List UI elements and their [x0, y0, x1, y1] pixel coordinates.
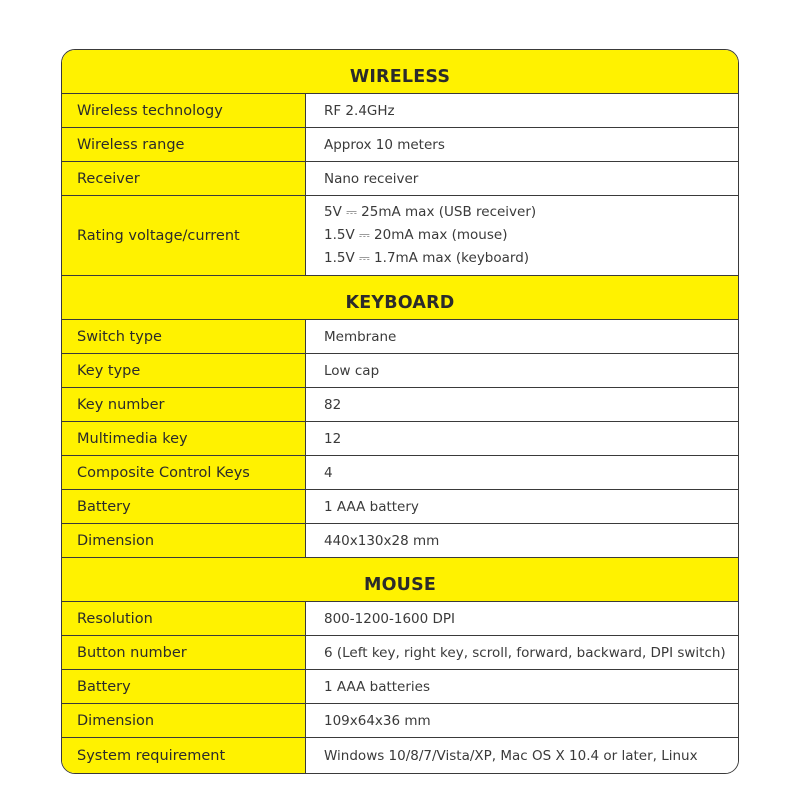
row-value-text: 440x130x28 mm	[324, 532, 440, 549]
rating-usb-receiver: 5V ⎓ 25mA max (USB receiver)	[324, 204, 537, 220]
row-value-text: Windows 10/8/7/Vista/XP, Mac OS X 10.4 or later, Linux	[324, 747, 698, 764]
row-value	[306, 524, 738, 557]
row-label: System requirement	[62, 738, 306, 773]
row-label: Key number	[62, 388, 306, 421]
row-value	[306, 422, 738, 455]
table-row	[62, 524, 738, 558]
row-label: Multimedia key	[62, 422, 306, 455]
row-value	[306, 670, 738, 703]
row-value	[306, 602, 738, 635]
row-value-text: 800-1200-1600 DPI	[324, 610, 456, 627]
row-value	[306, 704, 738, 737]
section-header-keyboard	[62, 276, 738, 320]
row-value-text: 12	[324, 430, 342, 447]
row-value	[306, 456, 738, 489]
row-value-text: Nano receiver	[324, 170, 419, 187]
row-value-text: 82	[324, 396, 342, 413]
row-label: Battery	[62, 670, 306, 703]
section-header-wireless	[62, 50, 738, 94]
rating-keyboard: 1.5V ⎓ 1.7mA max (keyboard)	[324, 250, 530, 266]
rating-mouse: 1.5V ⎓ 20mA max (mouse)	[324, 227, 508, 243]
row-label: Receiver	[62, 162, 306, 195]
row-label: Resolution	[62, 602, 306, 635]
table-row	[62, 94, 738, 128]
section-header-mouse	[62, 558, 738, 602]
table-row	[62, 162, 738, 196]
section-title-keyboard: KEYBOARD	[345, 293, 455, 313]
row-label: Composite Control Keys	[62, 456, 306, 489]
row-value	[306, 354, 738, 387]
table-row	[62, 196, 738, 276]
row-value	[306, 388, 738, 421]
table-row	[62, 320, 738, 354]
section-title-wireless: WIRELESS	[349, 67, 451, 87]
table-row	[62, 354, 738, 388]
row-value-text: Membrane	[324, 328, 397, 345]
row-value-text: Low cap	[324, 362, 380, 379]
row-value-text: 4	[324, 464, 333, 481]
table-row	[62, 704, 738, 738]
table-row	[62, 602, 738, 636]
spec-table	[61, 49, 739, 774]
row-value	[306, 128, 738, 161]
row-value-text: 1 AAA battery	[324, 498, 419, 515]
row-label: Dimension	[62, 524, 306, 557]
row-value-text: 109x64x36 mm	[324, 712, 431, 729]
row-label: Button number	[62, 636, 306, 669]
row-label: Wireless range	[62, 128, 306, 161]
row-label: Switch type	[62, 320, 306, 353]
row-value-text: 6 (Left key, right key, scroll, forward, backward, DPI switch)	[324, 644, 726, 661]
table-row	[62, 128, 738, 162]
table-row	[62, 456, 738, 490]
row-value	[306, 196, 738, 275]
row-value-text: RF 2.4GHz	[324, 102, 395, 119]
section-title-mouse: MOUSE	[363, 575, 437, 595]
row-value	[306, 490, 738, 523]
row-label: Key type	[62, 354, 306, 387]
row-label: Wireless technology	[62, 94, 306, 127]
row-label: Dimension	[62, 704, 306, 737]
table-row	[62, 670, 738, 704]
table-row	[62, 490, 738, 524]
row-value	[306, 162, 738, 195]
table-row	[62, 738, 738, 773]
row-value-text: Approx 10 meters	[324, 136, 445, 153]
table-row	[62, 388, 738, 422]
row-label: Rating voltage/current	[62, 196, 306, 275]
row-value	[306, 738, 738, 773]
row-value	[306, 94, 738, 127]
table-row	[62, 422, 738, 456]
row-label: Battery	[62, 490, 306, 523]
row-value-text: 1 AAA batteries	[324, 678, 431, 695]
row-value	[306, 320, 738, 353]
row-value	[306, 636, 738, 669]
table-row	[62, 636, 738, 670]
